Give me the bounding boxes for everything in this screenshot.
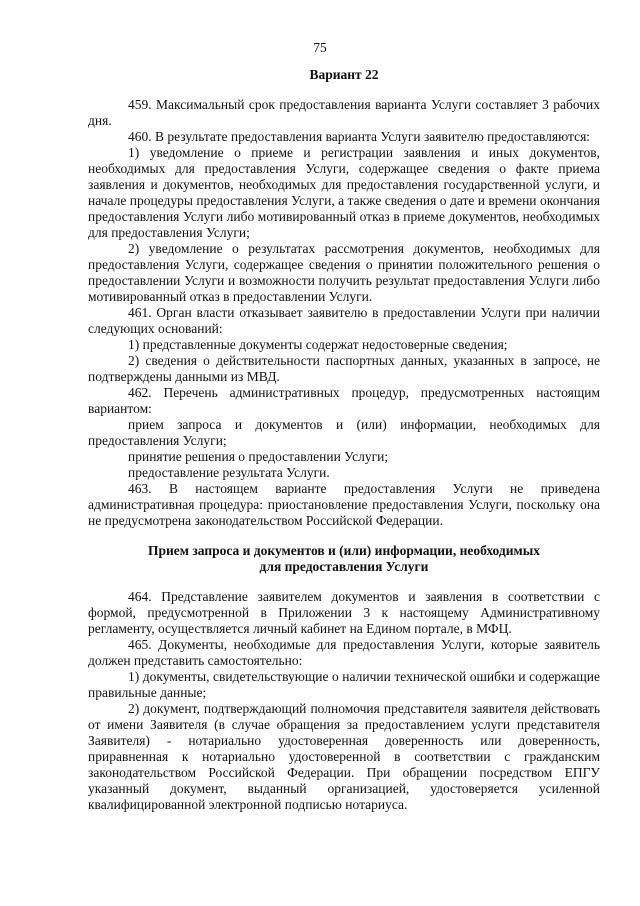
page-content [88,67,600,813]
paragraph-463: 463. В настоящем варианте предоставления Услуги не приведена административная процедура: приостановление предоставления Услуги, поскольку она не предусмотрена законодательством Российской Федерации. [88,481,600,528]
paragraph-459: 459. Максимальный срок предоставления варианта Услуги составляет 3 рабочих дня. [88,97,600,128]
paragraph-460-item-1: 1) уведомление о приеме и регистрации заявления и иных документов, необходимых для предоставления Услуги, содержащее сведения о факте приема заявления и документов, необходимых для предоставления государственной услуги, и начале процедуры предоставления Услуги, а также сведения о дате и времени окончания предоставления Услуги либо мотивированный отказ в приеме документов, необходимых для предоставления Услуги; [88,145,600,240]
paragraph-462-item-1: прием запроса и документов и (или) информации, необходимых для предоставления Услуги; [88,417,600,448]
paragraph-462-item-3: предоставление результата Услуги. [128,465,330,480]
paragraph-465-item-2: 2) документ, подтверждающий полномочия представителя заявителя действовать от имени Заявителя (в случае обращения за предоставлением услуги представителя Заявителя) - нотариально удостоверенная доверенность или доверенность, приравненная к нотариально удостоверенной в соответствии с гражданским законодательством Российской Федерации. При обращении посредством ЕПГУ указанный документ, выданный организацией, удостоверяется усиленной квалифицированной электронной подписью нотариуса. [88,701,600,812]
paragraph-461: 461. Орган власти отказывает заявителю в предоставлении Услуги при наличии следующих оснований: [88,305,600,336]
paragraph-block-2 [88,589,600,813]
section-heading [88,543,600,575]
paragraph-464: 464. Представление заявителем документов и заявления в соответствии с формой, предусмотренной в Приложении 3 к настоящему Административному регламенту, осуществляется личный кабинет на Едином портале, в МФЦ. [88,589,600,636]
paragraph-block-1 [88,97,600,529]
paragraph-465-item-1: 1) документы, свидетельствующие о наличии технической ошибки и содержащие правильные данные; [88,669,600,700]
variant-heading: Вариант 22 [309,67,379,82]
paragraph-461-item-1: 1) представленные документы содержат недостоверные сведения; [128,337,508,352]
paragraph-465: 465. Документы, необходимые для предоставления Услуги, которые заявитель должен представить самостоятельно: [88,637,600,668]
paragraph-462: 462. Перечень административных процедур, предусмотренных настоящим вариантом: [88,385,600,416]
paragraph-461-item-2: 2) сведения о действительности паспортных данных, указанных в запросе, не подтверждены данными из МВД. [88,353,600,384]
paragraph-462-item-2: принятие решения о предоставлении Услуги; [128,449,389,464]
page-number: 75 [313,40,327,55]
paragraph-460: 460. В результате предоставления варианта Услуги заявителю предоставляются: [128,129,591,144]
section-heading-line-1: Прием запроса и документов и (или) информации, необходимых [147,543,541,558]
section-heading-line-2: для предоставления Услуги [259,559,429,574]
paragraph-460-item-2: 2) уведомление о результатах рассмотрения документов, необходимых для предоставления Услуги, содержащее сведения о принятии положительного решения о предоставлении Услуги и возможности получить результат предоставления Услуги либо мотивированный отказ в предоставлении Услуги. [88,241,600,304]
